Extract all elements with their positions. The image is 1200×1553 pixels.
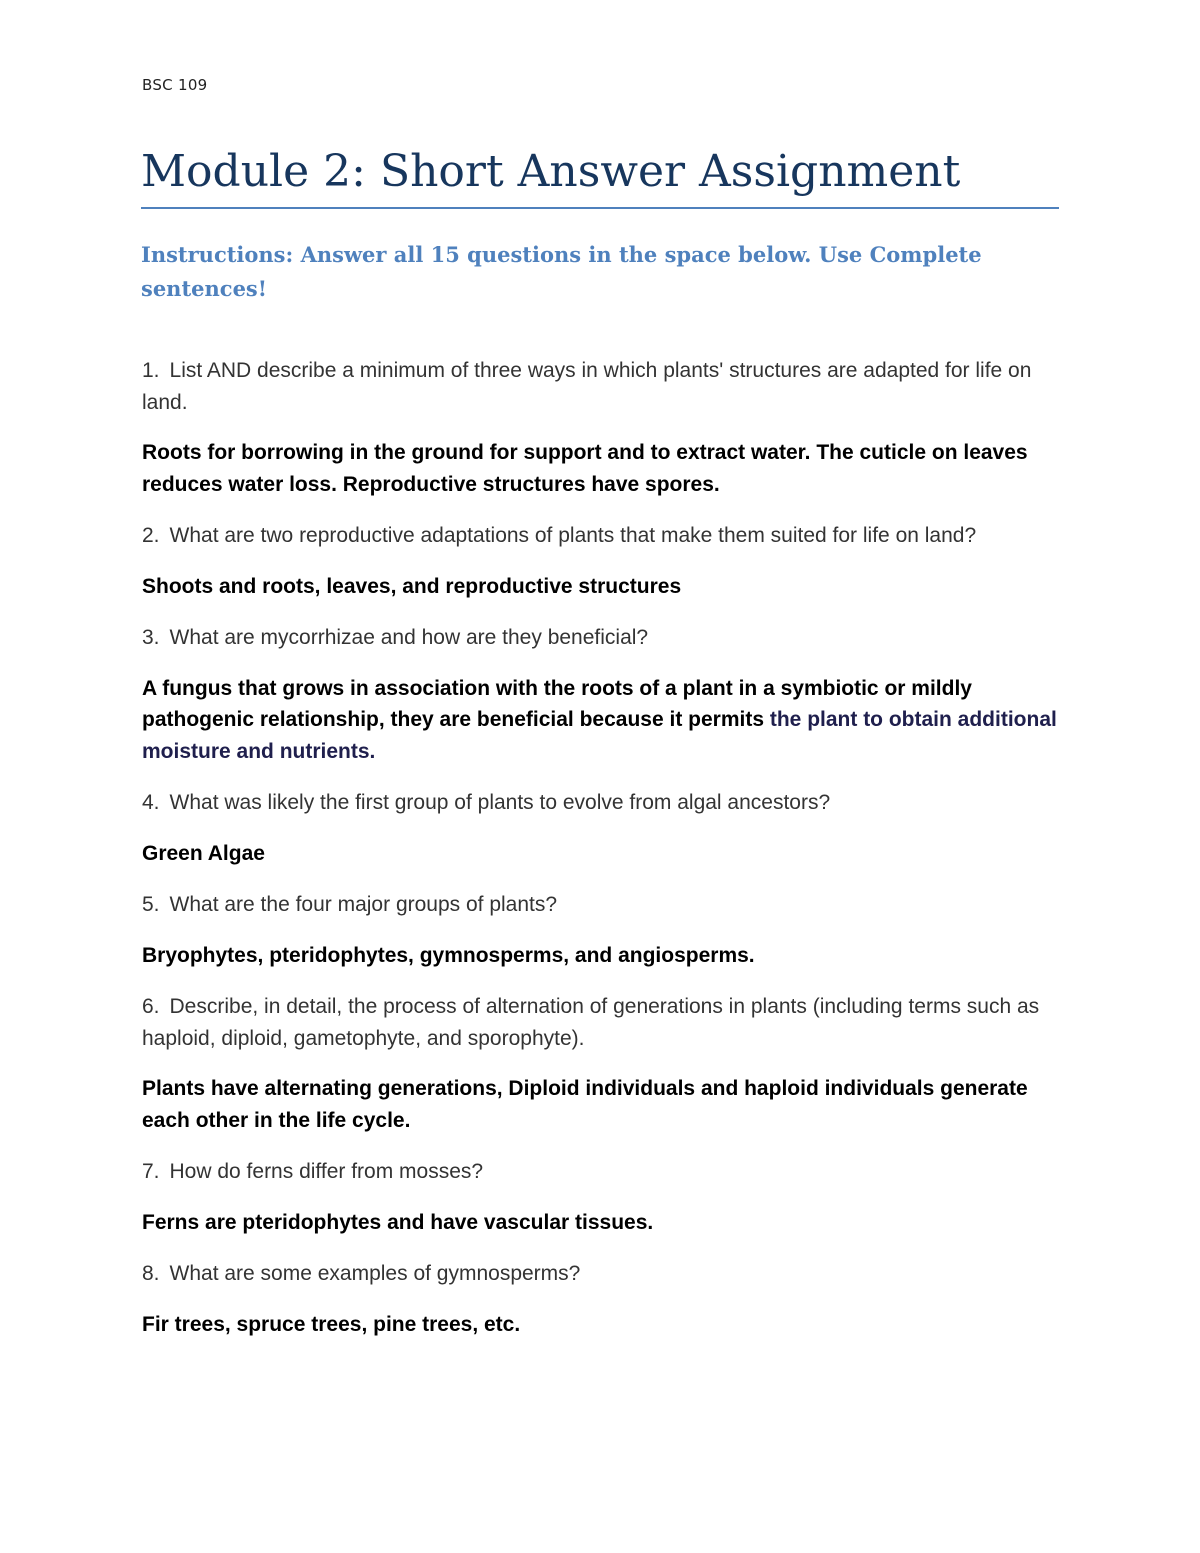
- question-number: 4.: [142, 791, 160, 814]
- question-number: 7.: [142, 1160, 160, 1183]
- question-text: List AND describe a minimum of three ways in which plants' structures are adapted for life on land.: [142, 359, 1032, 414]
- question-8: [142, 1258, 1072, 1290]
- question-number: 1.: [142, 359, 160, 382]
- question-5: [142, 889, 1072, 921]
- question-number: 6.: [142, 995, 160, 1018]
- answer-8: Fir trees, spruce trees, pine trees, etc.: [142, 1312, 521, 1336]
- question-text: Describe, in detail, the process of alternation of generations in plants (including terms such as haploid, diploid, gametophyte, and sporophyte).: [142, 995, 1040, 1050]
- question-2: [142, 520, 1072, 552]
- question-4: [142, 787, 1072, 819]
- course-code: BSC 109: [142, 76, 208, 94]
- answer-4: Green Algae: [142, 841, 265, 865]
- answer-7: Ferns are pteridophytes and have vascular tissues.: [142, 1210, 654, 1234]
- question-number: 2.: [142, 524, 160, 547]
- question-number: 3.: [142, 626, 160, 649]
- question-1: [142, 355, 1072, 418]
- answer-2: Shoots and roots, leaves, and reproductive structures: [142, 574, 682, 598]
- question-text: What was likely the first group of plants to evolve from algal ancestors?: [169, 791, 831, 814]
- answer-text: A fungus that grows in association with the roots of a plant in a symbiotic or mildly pathogenic relationship, they are beneficial because it permits: [142, 676, 972, 731]
- question-number: 8.: [142, 1262, 160, 1285]
- answer-5: Bryophytes, pteridophytes, gymnosperms, and angiosperms.: [142, 943, 755, 967]
- question-6: [142, 991, 1072, 1054]
- answer-6: Plants have alternating generations, Diploid individuals and haploid individuals generate each other in the life cycle.: [142, 1077, 1028, 1132]
- answer-text-continued: the plant to obtain additional moisture and nutrients.: [142, 708, 1057, 763]
- question-7: [142, 1156, 1072, 1188]
- question-text: What are two reproductive adaptations of plants that make them suited for life on land?: [169, 524, 977, 547]
- instructions: Instructions: Answer all 15 questions in the space below. Use Complete sentences!: [141, 242, 982, 301]
- question-text: What are the four major groups of plants?: [169, 893, 558, 916]
- question-text: What are mycorrhizae and how are they beneficial?: [169, 626, 649, 649]
- question-number: 5.: [142, 893, 160, 916]
- question-text: How do ferns differ from mosses?: [169, 1160, 484, 1183]
- question-text: What are some examples of gymnosperms?: [169, 1262, 581, 1285]
- answer-3: [142, 673, 1072, 768]
- title-underline: [141, 207, 1059, 209]
- page-title: Module 2: Short Answer Assignment: [141, 146, 961, 197]
- question-answer-list: [142, 355, 1072, 1360]
- answer-1: Roots for borrowing in the ground for support and to extract water. The cuticle on leaves reduces water loss. Reproductive structures have spores.: [142, 441, 1028, 496]
- question-3: [142, 622, 1072, 654]
